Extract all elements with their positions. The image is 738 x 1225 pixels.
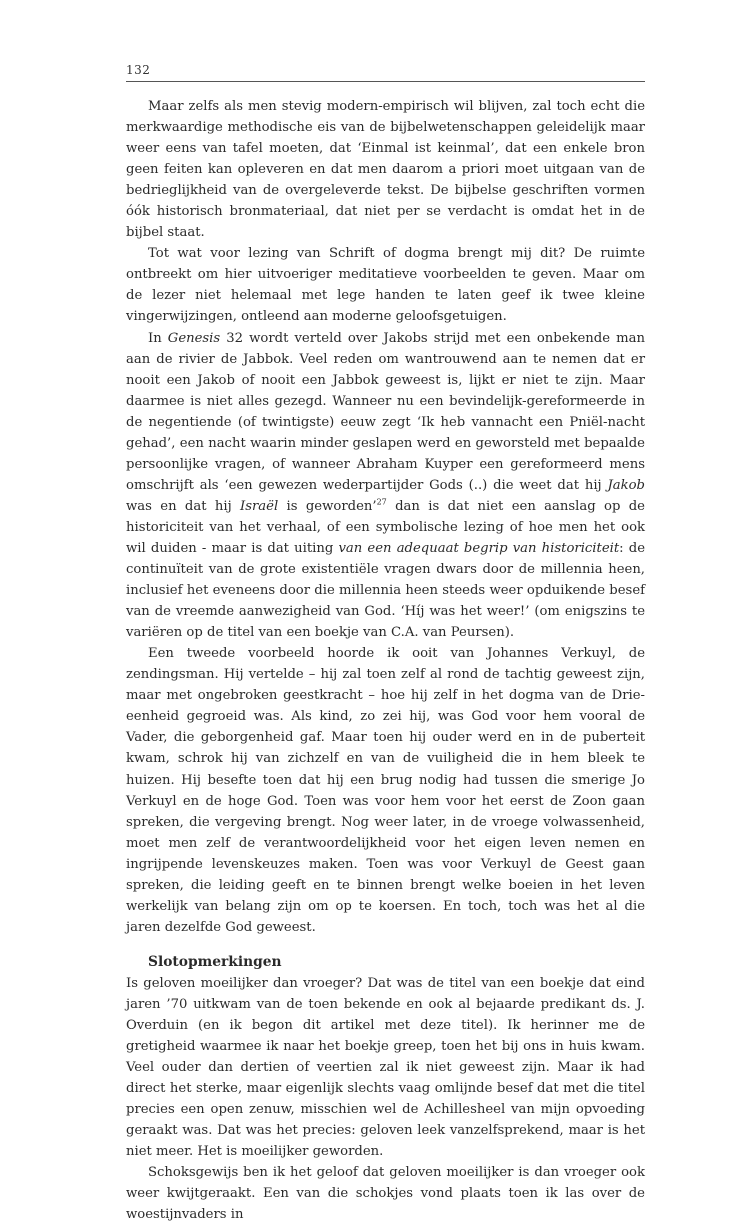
p3-text-6: : de continuïteit van de grote existentiële vragen dwars door de millennia heen, inclusief het eveneens door die millennia heen steeds weer opduikende besef van de vreemde aanwezigheid van God. ‘Híj was het weer!’ (om enigszins te variëren op de titel van een boekje van C.A. van Peursen).	[126, 540, 646, 641]
paragraph-3	[126, 328, 645, 644]
paragraph-5: Is geloven moeilijker dan vroeger? Dat was de titel van een boekje dat eind jaren ’70 uitkwam van de toen bekende en ook al bejaarde predikant ds. J. Overduin (en ik begon dit artikel met deze titel). Ik herinner me de gretigheid waarmee ik naar het boekje greep, toen het bij ons in huis kwam. Veel ouder dan dertien of veertien zal ik niet geweest zijn. Maar ik had direct het sterke, maar eigenlijk slechts vaag omlijnde besef dat met die titel precies een open zenuw, misschien wel de Achillesheel van mijn opvoeding geraakt was. Dat was het precies: geloven leek vanzelfsprekend, maar is het niet meer. Het is moeilijker geworden.	[126, 975, 645, 1160]
p3-text-5: dan is dat niet een aanslag op de historiciteit van het verhaal, of een symbolische lezing of hoe men het ook wil duiden - maar is dat uiting	[126, 498, 645, 556]
p3-italic-jakob: Jakob	[607, 477, 645, 493]
p3-italic-genesis: Genesis	[167, 330, 221, 346]
section-heading: Slotopmerkingen	[148, 953, 282, 970]
p3-text-1: In	[148, 330, 168, 346]
p3-text-4: is geworden’	[278, 498, 377, 514]
paragraph-1: Maar zelfs als men stevig modern-empirisch wil blijven, zal toch echt die merkwaardige methodische eis van de bijbelwetenschappen geleidelijk maar weer eens van tafel moeten, dat ‘Einmal ist keinmal’, dat een enkele bron geen feiten kan opleveren en dat men daarom a priori moet uitgaan van de bedrieglijkheid van de overgeleverde tekst. De bijbelse geschriften vormen óók historisch bronmateriaal, dat niet per se verdacht is omdat het in de bijbel staat.	[126, 99, 645, 241]
p3-text-3: was en dat hij	[126, 498, 241, 514]
paragraph-2: Tot wat voor lezing van Schrift of dogma brengt mij dit? De ruimte ontbreekt om hier uitvoeriger meditatieve voorbeelden te geven. Maar om de lezer niet helemaal met lege handen te laten geef ik twee kleine vingerwijzingen, ontleend aan moderne geloofsgetuigen.	[126, 246, 645, 325]
page-number: 132	[126, 63, 151, 77]
p3-italic-historiciteit: van een adequaat begrip van historiciteit	[338, 540, 620, 556]
header-rule	[126, 81, 645, 82]
p3-italic-israel: Israël	[240, 498, 279, 514]
body-text	[126, 96, 645, 1225]
paragraph-6: Schoksgewijs ben ik het geloof dat geloven moeilijker is dan vroeger ook weer kwijtgeraakt. Een van die schokjes vond plaats toen ik las over de woestijnvaders in	[126, 1165, 645, 1223]
paragraph-4: Een tweede voorbeeld hoorde ik ooit van Johannes Verkuyl, de zendingsman. Hij vertelde – hij zal toen zelf al rond de tachtig geweest zijn, maar met ongebroken geestkracht – hoe hij zelf in het dogma van de Drie-eenheid gegroeid was. Als kind, zo zei hij, was God voor hem vooral de Vader, die geborgenheid gaf. Maar toen hij ouder werd en in de puberteit kwam, schrok hij van zichzelf en van de vuiligheid die in hem bleek te huizen. Hij besefte toen dat hij een brug nodig had tussen die smerige Jo Verkuyl en de hoge God. Toen was voor hem voor het eerst de Zoon gaan spreken, die vergeving brengt. Nog weer later, in de vroege volwassenheid, moet men zelf de verantwoordelijkheid voor het eigen leven nemen en ingrijpende levenskeuzes maken. Toen was voor Verkuyl de Geest gaan spreken, die leiding geeft en te binnen brengt welke boeien in het leven werkelijk van belang zijn om op te koersen. En toch, toch was het al die jaren dezelfde God geweest.	[126, 646, 645, 935]
footnote-ref-27[interactable]: 27	[376, 497, 387, 507]
p3-text-2: 32 wordt verteld over Jakobs strijd met een onbekende man aan de rivier de Jabbok. Veel reden om wantrouwend aan te nemen dat er nooit een Jakob of nooit een Jabbok geweest is, lijkt er niet te zijn. Maar daarmee is niet alles gezegd. Wanneer nu een bevindelijk-gereformeerde in de negentiende (of twintigste) eeuw zegt ‘Ik heb vannacht een Pniël-nacht gehad’, een nacht waarin minder geslapen werd en geworsteld met bepaalde persoonlijke vragen, of wanneer Abraham Kuyper een gereformeerd mens omschrijft als ‘een gewezen wederpartijder Gods (..) die weet dat hij	[126, 330, 645, 493]
